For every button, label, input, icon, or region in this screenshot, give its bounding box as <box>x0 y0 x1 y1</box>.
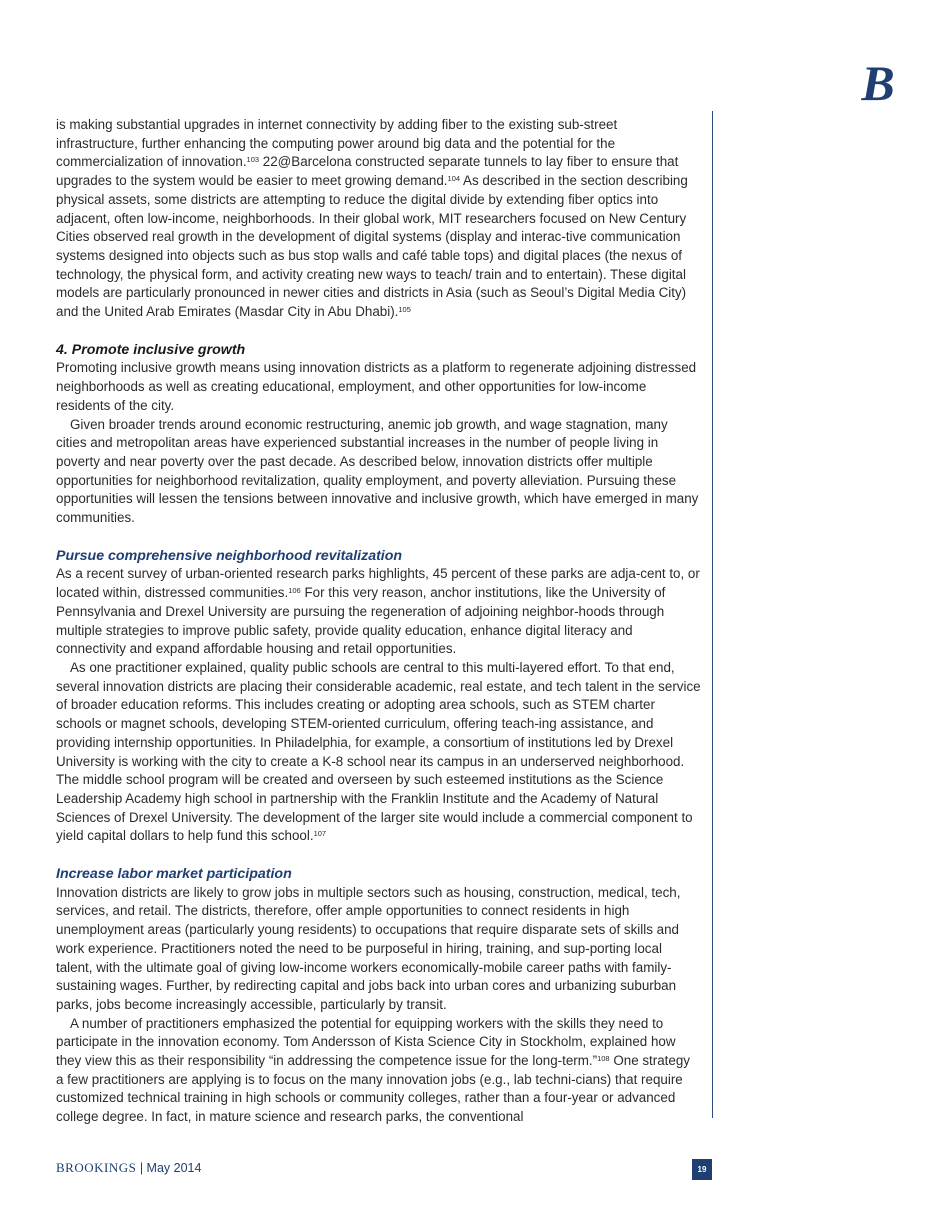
paragraph-inclusive-growth-intro: Promoting inclusive growth means using innovation districts as a platform to regenerate adjoining distressed neighborhoods as well as creating educational, employment, and other opportunities for low-income residents of the city. <box>56 360 697 413</box>
margin-rule <box>712 111 713 1118</box>
footer-separator: | <box>136 1161 147 1175</box>
footer-date: May 2014 <box>146 1161 202 1175</box>
footnote-ref: 106 <box>288 586 301 596</box>
paragraph-broader-trends: Given broader trends around economic restructuring, anemic job growth, and wage stagnation, many cities and metropolitan areas have experienced substantial increases in the number of people living in poverty and near poverty over the past decade. As described below, innovation districts offer multiple opportunities for neighborhood revitalization, quality employment, and poverty alleviation. Pursuing these opportunities will lessen the tensions between innovative and inclusive growth, which have emerged in many communities. <box>56 416 699 526</box>
footnote-ref: 107 <box>313 829 327 839</box>
footnote-ref: 103 <box>246 155 260 165</box>
brookings-b-logo <box>858 58 898 106</box>
paragraph-job-growth: Innovation districts are likely to grow jobs in multiple sectors such as housing, construction, medical, tech, services, and retail. The districts, therefore, offer ample opportunities to connect residents in high unemployment areas (particularly young residents) to occupations that require disparate sets of skills and work experience. Practitioners noted the need to be purposeful in hiring, training, and sup-porting local talent, with the ultimate goal of giving low-income workers economically-mobile career paths with family-sustaining wages. Further, by redirecting capital and jobs back into urban cores and urbanizing suburban parks, jobs become increasingly accessible, particularly by transit. <box>56 884 681 1012</box>
footnote-ref: 105 <box>398 305 411 315</box>
subheading-labor-market: Increase labor market participation <box>56 866 292 883</box>
subheading-neighborhood-revitalization: Pursue comprehensive neighborhood revitalization <box>56 547 403 564</box>
paragraph-equipping-workers: A number of practitioners emphasized the potential for equipping workers with the skills they need to participate in the innovation economy. Tom Andersson of Kista Science City in Stockholm, explained how they view this as their responsibility “in addressing the competence issue for the long-term.”$^{108}$ One strategy a few practitioners are applying is to focus on the many innovation jobs (e.g., lab techni-cians) that require customized technical training in high schools or community colleges, rather than a four-year or advanced college degree. In fact, in mature science and research parks, the conventional <box>56 1015 690 1125</box>
footnote-ref: 108 <box>597 1054 610 1064</box>
paragraph-research-parks: As a recent survey of urban-oriented research parks highlights, 45 percent of these parks are adja-cent to, or located within, distressed communities.$^{106}$ For this very reason, anchor institutions, like the University of Pennsylvania and Drexel University are pursuing the regeneration of adjoining neighbor-hoods through multiple strategies to improve public safety, provide quality education, enhance digital literacy and connectivity and expand affordable housing and retail opportunities. <box>56 566 700 657</box>
paragraph-connectivity: is making substantial upgrades in internet connectivity by adding fiber to the existing sub-street infrastructure, further enhancing the computing power around big data and the potential for the commercialization of innovation.$^{103}$ 22@Barcelona constructed separate tunnels to lay fiber to ensure that upgrades to the system would be easier to meet growing demand.$^{104}$ As described in the section describing physical assets, some districts are attempting to reduce the digital divide by extending fiber optics into adjacent, often low-income, neighborhoods. In their global work, MIT researchers focused on New Century Cities observed real growth in the development of digital systems (display and interac-tive communication systems designed into objects such as bus stop walls and café table tops) and digital places (the nexus of technology, the physical form, and activity creating new ways to teach/ train and to entertain). These digital models are particularly pronounced in newer cities and districts in Asia (such as Seoul’s Digital Media City) and the United Arab Emirates (Masdar City in Abu Dhabi).$^{105}$ <box>56 117 688 320</box>
logo-glyph: B <box>861 58 895 106</box>
section-heading-inclusive-growth: 4. Promote inclusive growth <box>56 341 246 358</box>
page-footer <box>56 1160 201 1176</box>
body-text <box>56 116 701 1127</box>
footer-brand: BROOKINGS <box>56 1160 137 1175</box>
footnote-ref: 104 <box>447 174 461 184</box>
page-number: 19 <box>692 1159 712 1180</box>
paragraph-public-schools: As one practitioner explained, quality public schools are central to this multi-layered effort. To that end, several innovation districts are placing their considerable academic, real estate, and tech talent in the service of broader education reforms. This includes creating or adopting area schools, such as STEM charter schools or magnet schools, developing STEM-oriented curriculum, offering teach-ing assistance, and providing internship opportunities. In Philadelphia, for example, a consortium of institutions led by Drexel University is working with the city to create a K-8 school near its campus in an underserved neighborhood. The middle school program will be created and overseen by such esteemed institutions as the Science Leadership Academy high school in partnership with the Franklin Institute and the Academy of Natural Sciences of Drexel University. The development of the larger site would include a commercial component to yield capital dollars to help fund this school.$^{107}$ <box>56 659 701 844</box>
